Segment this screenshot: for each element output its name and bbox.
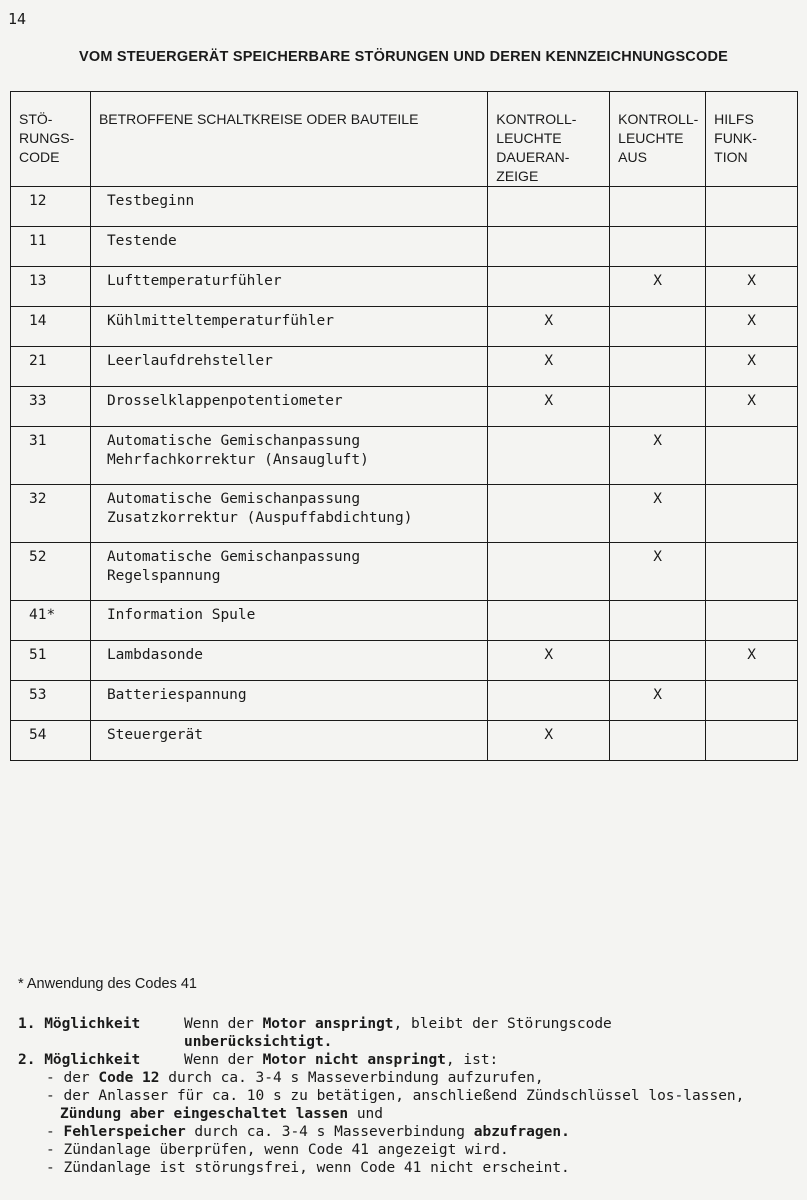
lamp-on-mark: [488, 601, 610, 641]
asterisk: *: [18, 976, 27, 992]
limp-mark: X: [706, 307, 798, 347]
table-row: [11, 485, 798, 543]
lamp-on-mark: [488, 485, 610, 543]
table-row: [11, 721, 798, 761]
limp-mark: [706, 227, 798, 267]
limp-mark: X: [706, 387, 798, 427]
table-row: [11, 427, 798, 485]
text-run: durch ca. 3-4 s Masseverbindung: [185, 1124, 474, 1140]
list-item: [46, 1069, 798, 1087]
fault-code: 53: [11, 681, 91, 721]
text-run: und: [348, 1106, 384, 1122]
fault-code: 33: [11, 387, 91, 427]
text-run: -: [46, 1124, 64, 1140]
text-run-bold: abzufragen.: [473, 1124, 570, 1140]
table-row: [11, 641, 798, 681]
lamp-off-mark: X: [610, 485, 706, 543]
table-row: [11, 347, 798, 387]
fault-code: 11: [11, 227, 91, 267]
component-name: Kühlmitteltemperaturfühler: [90, 307, 487, 347]
header-lamp-off: KONTROLL- LEUCHTE AUS: [610, 92, 706, 187]
component-name: Lufttemperaturfühler: [90, 267, 487, 307]
lamp-on-mark: X: [488, 641, 610, 681]
lamp-off-mark: [610, 641, 706, 681]
component-name: Information Spule: [90, 601, 487, 641]
page-title: VOM STEUERGERÄT SPEICHERBARE STÖRUNGEN UND DEREN KENNZEICHNUNGSCODE: [78, 49, 729, 65]
possibility-1-text: [184, 1015, 798, 1051]
fault-code: 41*: [11, 601, 91, 641]
component-name: Drosselklappenpotentiometer: [90, 387, 487, 427]
table-row: [11, 187, 798, 227]
list-item: - Zündanlage überprüfen, wenn Code 41 angezeigt wird.: [46, 1142, 509, 1158]
text-run: , bleibt der Störungscode: [393, 1016, 612, 1032]
header-lamp-on: KONTROLL- LEUCHTE DAUERAN- ZEIGE: [488, 92, 610, 187]
limp-mark: [706, 721, 798, 761]
lamp-on-mark: X: [488, 387, 610, 427]
lamp-off-mark: [610, 307, 706, 347]
fault-code: 14: [11, 307, 91, 347]
table-row: [11, 227, 798, 267]
table-row: [11, 543, 798, 601]
limp-mark: [706, 427, 798, 485]
lamp-on-mark: [488, 543, 610, 601]
table-row: [11, 681, 798, 721]
lamp-off-mark: [610, 387, 706, 427]
text-run: - der: [46, 1070, 99, 1086]
component-name: Automatische Gemischanpassung Mehrfachkorrektur (Ansaugluft): [90, 427, 487, 485]
table-row: [11, 307, 798, 347]
fault-code: 32: [11, 485, 91, 543]
text-run-bold: Zündung aber eingeschaltet lassen: [60, 1106, 349, 1122]
possibility-2-label: 2. Möglichkeit: [18, 1052, 141, 1068]
fault-code: 13: [11, 267, 91, 307]
component-name: Automatische Gemischanpassung Zusatzkorrektur (Auspuffabdichtung): [90, 485, 487, 543]
fault-code-table: [10, 91, 798, 761]
component-name: Lambdasonde: [90, 641, 487, 681]
text-run: , ist:: [445, 1052, 499, 1068]
lamp-off-mark: [610, 347, 706, 387]
fault-code: 31: [11, 427, 91, 485]
header-limp-function: HILFS FUNK- TION: [706, 92, 798, 187]
lamp-off-mark: X: [610, 543, 706, 601]
list-item: [46, 1087, 798, 1123]
page-number: 14: [8, 10, 27, 28]
lamp-on-mark: [488, 227, 610, 267]
fault-code: 12: [11, 187, 91, 227]
header-component: BETROFFENE SCHALTKREISE ODER BAUTEILE: [90, 92, 487, 187]
fault-code: 54: [11, 721, 91, 761]
limp-mark: [706, 543, 798, 601]
lamp-on-mark: [488, 267, 610, 307]
possibility-2: [18, 1051, 798, 1069]
list-item: [46, 1123, 798, 1141]
possibility-2-text: [184, 1051, 798, 1069]
text-run: Wenn der: [184, 1052, 263, 1068]
lamp-off-mark: X: [610, 681, 706, 721]
lamp-off-mark: [610, 601, 706, 641]
table-row: [11, 601, 798, 641]
lamp-on-mark: X: [488, 347, 610, 387]
text-run-bold: Motor anspringt: [262, 1016, 394, 1032]
notes-title: [18, 975, 798, 993]
limp-mark: [706, 187, 798, 227]
text-run-bold: Motor nicht anspringt: [262, 1052, 446, 1068]
component-name: Testbeginn: [90, 187, 487, 227]
possibility-2-steps: [18, 1069, 798, 1177]
lamp-off-mark: [610, 227, 706, 267]
fault-code: 21: [11, 347, 91, 387]
fault-code: 51: [11, 641, 91, 681]
notes-heading: Anwendung des Codes 41: [26, 976, 197, 992]
lamp-on-mark: [488, 681, 610, 721]
text-run: - der Anlasser für ca. 10 s zu betätigen, anschließend Zündschlüssel los-lassen,: [46, 1088, 745, 1104]
text-run-bold: Code 12: [98, 1070, 160, 1086]
list-item: - Zündanlage ist störungsfrei, wenn Code 41 nicht erscheint.: [46, 1160, 570, 1176]
code-41-notes: [18, 975, 798, 1177]
text-run-bold: Fehlerspeicher: [63, 1124, 186, 1140]
limp-mark: X: [706, 641, 798, 681]
limp-mark: [706, 601, 798, 641]
lamp-off-mark: [610, 721, 706, 761]
component-name: Testende: [90, 227, 487, 267]
text-run: Wenn der: [184, 1016, 263, 1032]
table-row: [11, 387, 798, 427]
component-name: Automatische Gemischanpassung Regelspannung: [90, 543, 487, 601]
lamp-on-mark: [488, 187, 610, 227]
possibility-1-label: 1. Möglichkeit: [18, 1016, 141, 1032]
lamp-on-mark: X: [488, 307, 610, 347]
limp-mark: X: [706, 347, 798, 387]
component-name: Batteriespannung: [90, 681, 487, 721]
limp-mark: X: [706, 267, 798, 307]
fault-code: 52: [11, 543, 91, 601]
text-run-bold: unberücksichtigt.: [184, 1034, 333, 1050]
lamp-off-mark: X: [610, 267, 706, 307]
limp-mark: [706, 485, 798, 543]
lamp-on-mark: X: [488, 721, 610, 761]
lamp-off-mark: [610, 187, 706, 227]
component-name: Leerlaufdrehsteller: [90, 347, 487, 387]
table-header-row: [11, 92, 798, 187]
table-row: [11, 267, 798, 307]
lamp-off-mark: X: [610, 427, 706, 485]
lamp-on-mark: [488, 427, 610, 485]
component-name: Steuergerät: [90, 721, 487, 761]
header-code: STÖ- RUNGS- CODE: [11, 92, 91, 187]
possibility-1: [18, 1015, 798, 1051]
limp-mark: [706, 681, 798, 721]
text-run: durch ca. 3-4 s Masseverbindung aufzurufen,: [159, 1070, 544, 1086]
